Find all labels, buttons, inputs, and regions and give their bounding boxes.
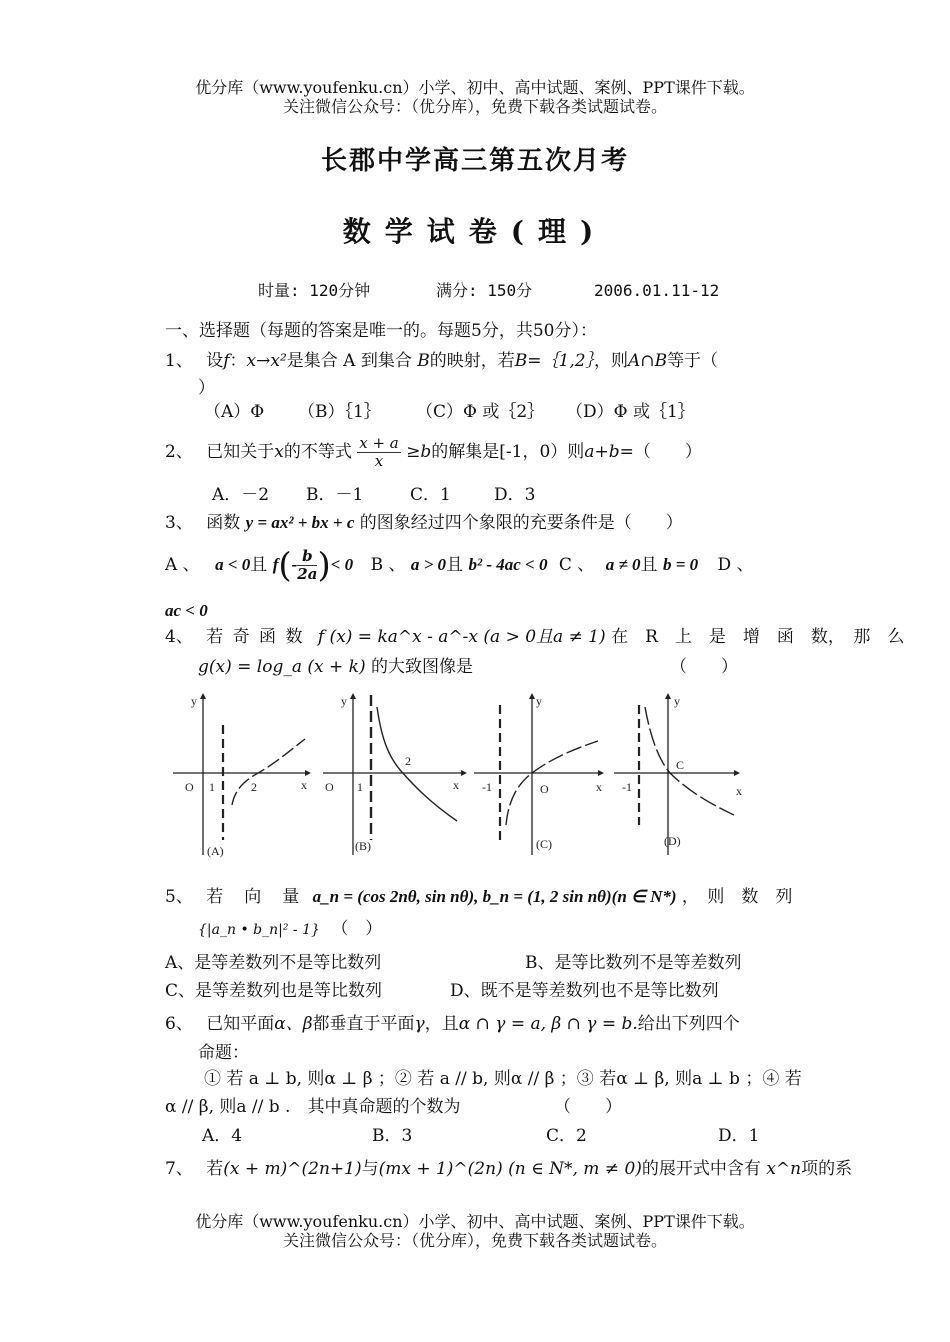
q3-option-b-cond1: a > 0 <box>410 555 447 574</box>
q3-option-a-den: 2a <box>297 565 318 583</box>
q2-ge-b: ≥b <box>406 442 432 462</box>
q1-cond: B=｛1,2｝ <box>514 351 595 371</box>
q4-stem <box>165 626 904 648</box>
q1-option-a: （A）Φ <box>204 402 265 422</box>
q3-option-c-label: C 、 <box>558 555 595 575</box>
q4-b-xlabel: x <box>453 778 459 792</box>
q3-number: 3、 <box>165 513 193 533</box>
section-heading: 一、选择题（每题的答案是唯一的。每题5分，共50分）： <box>165 321 597 341</box>
q5-option-a: A、是等差数列不是等比数列 <box>165 953 382 973</box>
q7-expr1: (x + m)^(2n+1) <box>223 1159 362 1179</box>
q4-d-xlabel: x <box>736 784 742 798</box>
q4-graph-c <box>470 685 615 865</box>
q5-paren: （ ） <box>331 919 383 939</box>
exam-time: 时量: 120分钟 <box>258 281 371 300</box>
q3-option-b-label: B 、 <box>370 555 406 575</box>
q1-option-b: （B）｛1｝ <box>298 402 381 422</box>
subject-title: 数学试卷(理) <box>342 215 608 248</box>
q7-text-c: 的展开式中含有 <box>641 1159 761 1179</box>
header-line-1: 优分库（www.youfenku.cn）小学、初中、高中试题、案例、PPT课件下载。 <box>195 78 755 97</box>
exam-date: 2006.01.11-12 <box>594 281 720 300</box>
q7-number: 7、 <box>165 1159 193 1179</box>
q3-text-b: 的图象经过四个象限的充要条件是（ ） <box>359 513 683 533</box>
q2-option-a: A．－2 <box>212 485 270 505</box>
q5-vectors: a_n = (cos 2nθ, sin nθ), b_n = (1, 2 sin nθ)(n ∈ N*) <box>312 887 677 906</box>
q5-text-a: 若 向 量 <box>206 887 302 907</box>
q3-option-d-label: D 、 <box>717 555 754 575</box>
q1-text-d: 的映射，若 <box>429 351 515 371</box>
q4-function: f (x) = ka^x - a^-x (a > 0且a ≠ 1) <box>317 627 606 647</box>
q4-c-tick1: -1 <box>482 780 492 794</box>
q1-text-c: 是集合 A 到集合 <box>286 351 412 371</box>
q4-stem-2 <box>198 656 473 678</box>
q2-sum: a+b <box>584 442 620 462</box>
q2-text-d: =（ ） <box>619 442 702 462</box>
q1-map: x→x² <box>246 351 287 371</box>
q4-text-c: 的大致图像是 <box>371 657 473 677</box>
q4-a-label: (A) <box>207 844 224 858</box>
q6-propositions-1: ① 若 a ⊥ b, 则α ⊥ β ；② 若 a // b, 则α // β ；③ 若α ⊥ β, 则a ⊥ b ；④ 若 <box>204 1069 802 1089</box>
q6-gamma: γ <box>414 1014 425 1034</box>
q5-stem <box>165 886 792 908</box>
q6-option-d: D．1 <box>718 1126 760 1146</box>
q6-stem <box>165 1013 740 1035</box>
q3-option-a-cond2: < 0 <box>330 555 354 574</box>
q6-text-c: ，且 <box>424 1014 459 1034</box>
q7-stem <box>165 1158 852 1180</box>
header-line-2: 关注微信公众号：（优分库），免费下载各类试题试卷。 <box>282 97 667 116</box>
q3-stem <box>165 512 683 534</box>
q4-d-ylabel: y <box>674 694 680 708</box>
q2-text-b: 的不等式 <box>283 442 352 462</box>
q4-c-ylabel: y <box>536 694 542 708</box>
q4-graph-b <box>315 685 470 865</box>
q7-text-d: 项的系 <box>801 1159 853 1179</box>
q4-a-tick1: 1 <box>209 780 215 794</box>
q4-c-xlabel: x <box>596 780 602 794</box>
q2-frac-den: x <box>374 452 384 470</box>
q1-number: 1、 <box>165 351 193 371</box>
q2-x: x <box>274 442 284 462</box>
q3-function: y = ax² + bx + c <box>245 513 355 532</box>
q2-option-c: C．1 <box>410 485 451 505</box>
q1-option-c: （C）Φ 或｛2｝ <box>416 402 545 422</box>
q1-f: f <box>223 351 230 371</box>
q3-option-a-label: A 、 <box>165 555 200 575</box>
q4-a-xlabel: x <box>301 778 307 792</box>
q6-paren: （ ） <box>554 1097 622 1117</box>
q6-number: 6、 <box>165 1014 193 1034</box>
q1-close-paren: ） <box>198 378 215 398</box>
q3-option-a-num: b <box>297 548 317 566</box>
q6-text-a: 已知平面 <box>206 1014 275 1034</box>
q1-text-a: 设 <box>206 351 224 371</box>
q4-a-ylabel: y <box>191 694 197 708</box>
q7-condition: (n ∈ N*, m ≠ 0) <box>508 1159 642 1179</box>
footer-line-1: 优分库（www.youfenku.cn）小学、初中、高中试题、案例、PPT课件下载。 <box>195 1212 755 1231</box>
q6-option-a: A．4 <box>202 1126 243 1146</box>
q2-option-d: D．3 <box>494 485 536 505</box>
q6-planes: α、β <box>274 1014 313 1034</box>
q5-text-b: ， 则 数 列 <box>681 887 793 907</box>
q1-b: B <box>417 351 430 371</box>
q4-b-ylabel: y <box>341 694 347 708</box>
q3-text-a: 函数 <box>206 513 241 533</box>
q3-option-a-fraction <box>297 548 317 583</box>
q6-propositions-2: α // β, 则a // b . 其中真命题的个数为 <box>165 1097 461 1117</box>
q3-option-c-cond2: b = 0 <box>662 555 699 574</box>
q4-d-origin: C <box>676 758 685 772</box>
q4-text-a: 若 奇 函 数 <box>206 627 305 647</box>
q7-xn: x^n <box>766 1159 802 1179</box>
q1-text-e: ，则 <box>594 351 629 371</box>
q6-text-b: 都垂直于平面 <box>312 1014 415 1034</box>
q4-number: 4、 <box>165 627 193 647</box>
q6-text-d: 给出下列四个 <box>637 1014 740 1034</box>
q2-fraction <box>357 435 401 470</box>
exam-score: 满分: 150分 <box>436 281 533 300</box>
q3-option-a-and: 且 <box>250 555 268 575</box>
q5-option-c: C、是等差数列也是等比数列 <box>165 981 383 1001</box>
q4-graph-a <box>165 685 315 865</box>
q3-option-a-f: f <box>272 555 279 574</box>
q3-option-d-cond: ac < 0 <box>165 601 208 620</box>
q2-option-b: B．－1 <box>306 485 364 505</box>
q6-option-b: B．3 <box>372 1126 413 1146</box>
q4-d-label: (D) <box>664 834 681 848</box>
q4-c-label: (C) <box>536 837 552 851</box>
q4-d-tick1: -1 <box>622 780 632 794</box>
q6-option-c: C．2 <box>546 1126 587 1146</box>
q3-option-c-and: 且 <box>640 555 658 575</box>
q5-number: 5、 <box>165 887 193 907</box>
q3-option-c-cond1: a ≠ 0 <box>605 555 641 574</box>
q4-c-origin: O <box>540 782 549 796</box>
q1-option-d: （D）Φ 或｛1｝ <box>566 402 695 422</box>
q5-option-d: D、既不是等差数列也不是等比数列 <box>450 981 719 1001</box>
q4-b-label: (B) <box>355 839 371 853</box>
q3-options: A 、 a < 0且 f(- $\frac{b}{2a}$ )< 0 B 、 a > 0且 b² - 4ac < 0 C 、 a ≠ 0且 b = 0 D 、 <box>165 545 754 586</box>
q5-stem-2 <box>198 918 382 941</box>
q4-a-origin: O <box>185 780 194 794</box>
q7-text-b: 与 <box>361 1159 379 1179</box>
q1-stem <box>165 350 718 372</box>
q4-function-g: g(x) = log_a (x + k) <box>198 657 366 677</box>
q6-condition: α ∩ γ = a, β ∩ γ = b. <box>458 1014 638 1034</box>
q2-text-a: 已知关于 <box>206 442 275 462</box>
q4-b-tick2: 2 <box>405 754 411 768</box>
q1-text-f: 等于（ <box>667 351 719 371</box>
q5-sequence: {|a_n • b_n|² - 1} <box>198 922 320 938</box>
footer-line-2: 关注微信公众号：（优分库），免费下载各类试题试卷。 <box>282 1231 667 1250</box>
q3-option-b-and: 且 <box>446 555 464 575</box>
q4-graph-d <box>612 685 752 865</box>
q7-text-a: 若 <box>206 1159 224 1179</box>
q4-a-tick2: 2 <box>251 780 257 794</box>
q4-b-origin: O <box>325 780 334 794</box>
q3-option-a-minus: - <box>291 555 298 574</box>
q3-option-d-wrap <box>165 600 208 622</box>
exam-title: 长郡中学高三第五次月考 <box>320 146 629 176</box>
q4-b-tick1: 1 <box>357 780 363 794</box>
q3-option-a-cond1: a < 0 <box>215 555 251 574</box>
q6-text-e: 命题： <box>198 1043 249 1063</box>
q7-expr2: (mx + 1)^(2n) <box>378 1159 503 1179</box>
q5-option-b: B、是等比数列不是等差数列 <box>525 953 742 973</box>
q3-option-b-cond2: b² - 4ac < 0 <box>468 555 548 574</box>
q2-frac-num: x + a <box>359 434 399 452</box>
q4-text-b: 在 R 上 是 增 函 数， 那 么 <box>611 627 905 647</box>
q2-number: 2、 <box>165 442 193 462</box>
q1-intersection: A∩B <box>628 351 668 371</box>
q2-text-c: 的解集是[-1，0）则 <box>431 442 585 462</box>
q1-text-b: ： <box>229 351 247 371</box>
q2-stem <box>165 432 702 472</box>
q4-paren: （ ） <box>670 657 738 677</box>
